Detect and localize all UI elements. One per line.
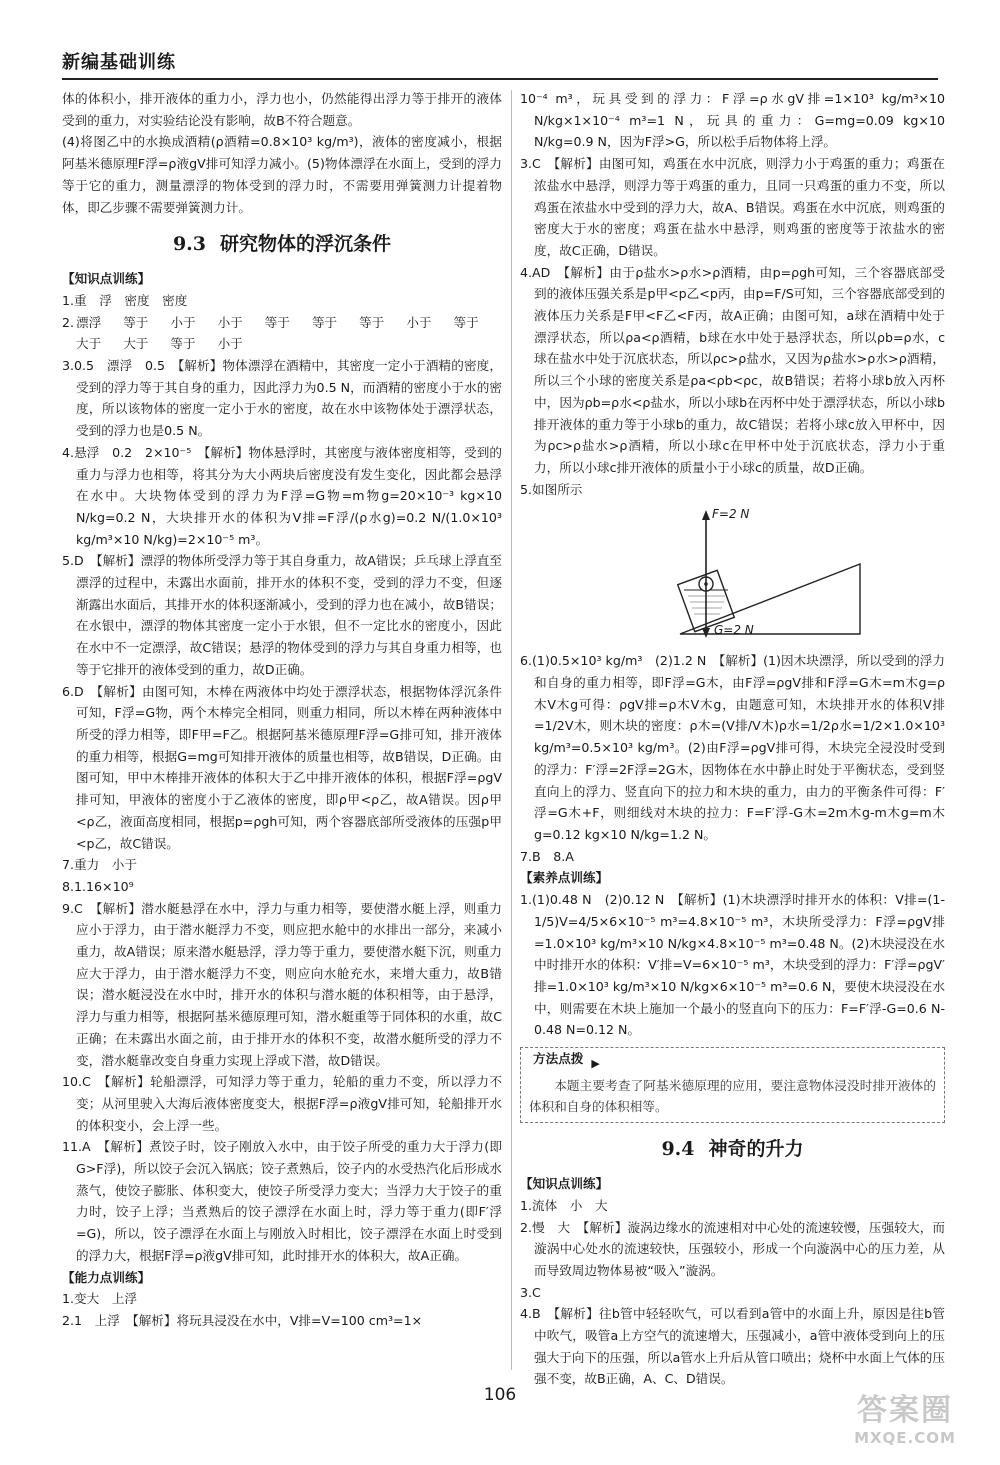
ability-answer-2: 2.1 上浮 【解析】将玩具浸没在水中，V排=V=100 cm³=1× xyxy=(62,1312,423,1328)
header-rule xyxy=(62,78,938,80)
answer-2-item: 大于 xyxy=(76,336,102,352)
method-tip-body: 本题主要考查了阿基米德原理的应用，要注意物体浸没时排开液体的体积和自身的体积相等。 xyxy=(529,1077,936,1115)
force-diagram-svg xyxy=(670,504,870,644)
method-tip-box xyxy=(520,1047,945,1123)
lift-answer-2: 2.慢 大 【解析】漩涡边缘水的流速相对中心处的流速较慢，压强较大，而漩涡中心处水的流速较快，压强较小，形成一个向漩涡中心的压力差，从而导致周边物体易被“吸入”漩涡。 xyxy=(520,1219,945,1278)
answer-2-item: 小于 xyxy=(217,336,243,352)
answer-5: 5.D 【解析】漂浮的物体所受浮力等于其自身重力，故A错误；乒乓球上浮直至漂浮的过程中，未露出水面前，排开水的体积不变，受到的浮力不变，但逐渐露出水面后，其排开水的体积逐渐减小，受到的浮力也在减小，故B错误；在水银中，漂浮的物体其密度一定小于水银，但不一定比水的密度小，因此在水中不一定漂浮，故C错误；悬浮的物体受到的浮力与其自身重力相等，也等于它排开的液体受到的重力，故D正确。 xyxy=(62,553,502,677)
lift-answer-3: 3.C xyxy=(520,1284,541,1300)
section-name: 神奇的升力 xyxy=(708,1138,804,1161)
buoyancy-arrowhead xyxy=(702,510,710,520)
knowledge-heading: 【知识点训练】 xyxy=(62,271,151,287)
ability-answer-7-8: 7.B 8.A xyxy=(520,848,574,864)
ability-answer-1: 1.变大 上浮 xyxy=(62,1291,137,1307)
continued-text-1: 体的体积小，排开液体的重力小，浮力也小，仍然能得出浮力等于排开的液体受到的重力，对实验结论没有影响，故B不符合题意。 xyxy=(62,91,502,128)
book-title: 新编基础训练 xyxy=(62,52,176,73)
ability-answer-2-continued: 10⁻⁴ m³，玩具受到的浮力：F浮=ρ水gV排=1×10³ kg/m³×10 N/kg×1×10⁻⁴ m³=1 N，玩具的重力：G=mg=0.09 kg×10 N/kg=0.9 N，因为F浮>G，所以松手后物体将上浮。 xyxy=(520,91,945,150)
answer-2-item: 等于 xyxy=(453,314,479,330)
section-9-4-title xyxy=(520,1135,945,1163)
answer-10: 10.C 【解析】轮船漂浮，可知浮力等于重力，轮船的重力不变，所以浮力不变；从河里驶入大海后液体密度变大，根据F浮=ρ液gV排可知，轮船排开水的体积变小，会上浮一些。 xyxy=(62,1074,502,1133)
answer-2-item: 等于 xyxy=(123,314,149,330)
lift-answer-4: 4.B 【解析】往b管中轻轻吹气，可以看到a管中的水面上升，原因是往b管中吹气，吸管a上方空气的流速增大，压强减小，a管中液体受到向上的压强大于向下的压强，所以a管水上升后从管口喷出；烧杯中水面上气体的压强不变，故B正确，A、C、D错误。 xyxy=(520,1306,945,1387)
lift-answer-1: 1.流体 小 大 xyxy=(520,1197,608,1213)
gravity-arrowhead xyxy=(702,628,710,638)
section-number: 9.4 xyxy=(661,1138,695,1161)
right-column xyxy=(520,88,945,1390)
answer-2-item: 小于 xyxy=(406,314,432,330)
ability-heading: 【能力点训练】 xyxy=(62,1269,151,1285)
continued-text-2: (4)将图乙中的水换成酒精(ρ酒精=0.8×10³ kg/m³)，液体的密度减小，根据阿基米德原理F浮=ρ液gV排可知浮力减小。(5)物体漂浮在水面上，受到的浮力等于它的重力，测量漂浮的物体受到的浮力时，不需要用弹簧测力计提着物体，即乙步骤不需要弹簧测力计。 xyxy=(62,134,502,215)
speaker-icon: ▶ xyxy=(591,1057,600,1071)
literacy-heading: 【素养点训练】 xyxy=(520,870,609,886)
answer-4: 4.悬浮 0.2 2×10⁻⁵ 【解析】物体悬浮时，其密度与液体密度相等，受到的重力与浮力也相等，将其分为大小两块后密度没有发生变化，因此都会悬浮在水中。大块物体受到的浮力为F浮=G物=m物g=20×10⁻³ kg×10 N/kg=0.2 N，大块排开水的体积为V排=F浮/(ρ水g)=0.2 N/(1.0×10³ kg/m³×10 N/kg)=2×10⁻⁵ m³。 xyxy=(62,444,502,547)
watermark-text: 答案圈 xyxy=(857,1393,953,1428)
ability-answer-5: 5.如图所示 xyxy=(520,481,583,497)
answer-2-item: 大于 xyxy=(123,336,149,352)
answer-8: 8.1.16×10⁹ xyxy=(62,878,134,894)
answer-2-item: 等于 xyxy=(264,314,290,330)
ability-answer-4: 4.AD 【解析】由于ρ盐水>ρ水>ρ酒精，由p=ρgh可知，三个容器底部受到的液体压强关系是p甲<p乙<p丙，由p=F/S可知，三个容器底部受到的液体压力关系是F甲<F乙<F丙，故A正确；由图可知，a球在酒精中处于漂浮状态，所以ρa<ρ酒精，b球在水中处于悬浮状态，所以ρb=ρ水，c球在盐水中处于沉底状态，所以ρc>ρ盐水，又因为ρ盐水>ρ水>ρ酒精，所以三个小球的密度关系是ρa<ρb<ρc，故B错误；若将小球b放入丙杯中，因为ρb=ρ水<ρ盐水，所以小球b在丙杯中处于漂浮状态，所以小球b排开液体的重力等于小球b的重力，故C错误；若将小球c放入甲杯中，因为ρc>ρ盐水>ρ酒精，所以小球c在甲杯中处于沉底状态，浮力小于重力，所以小球c排开液体的质量小于小球c的质量，故D正确。 xyxy=(520,264,945,475)
column-divider xyxy=(511,90,512,1370)
answer-9: 9.C 【解析】潜水艇悬浮在水中，浮力与重力相等，要使潜水艇上浮，则重力应小于浮力，由于潜水艇浮力不变，则应把水舱中的水排出一部分，来减小重力，故A错误；原来潜水艇悬浮，浮力等于重力，要使潜水艇下沉，则重力应大于浮力，由于潜水艇浮力不变，则应向水舱充水，来增大重力，故B错误；潜水艇浸没在水中时，排开水的体积与潜水艇的体积相等，由于悬浮，浮力与重力相等，根据阿基米德原理可知，潜水艇重等于同体积的水重，故C正确；在未露出水面之前，由于排开水的体积不变，故潜水艇所受的浮力不变，潜水艇靠改变自身重力实现上浮或下潜，故D错误。 xyxy=(62,900,502,1068)
answer-11: 11.A 【解析】煮饺子时，饺子刚放入水中，由于饺子所受的重力大于浮力(即G>F浮)，所以饺子会沉入锅底；饺子煮熟后，饺子内的水受热汽化后形成水蒸气，使饺子膨胀、体积变大，使饺子所受浮力变大；当浮力大于饺子的重力时，饺子上浮；当煮熟后的饺子漂浮在水面上时，浮力等于重力(即F′浮=G)，所以，饺子漂浮在水面上与刚放入时相比，饺子漂浮在水面上时受到的浮力大，根据F浮=ρ液gV排可知，此时排开水的体积大，故A正确。 xyxy=(62,1139,502,1263)
answer-2-item: 漂浮 xyxy=(76,314,102,330)
section-9-3-title xyxy=(62,230,502,258)
buoyancy-label: F=2 N xyxy=(712,507,750,522)
section-name: 研究物体的浮沉条件 xyxy=(220,233,392,256)
watermark-url: MXQE.COM xyxy=(854,1429,956,1447)
answer-3: 3.0.5 漂浮 0.5 【解析】物体漂浮在酒精中，其密度一定小于酒精的密度，受到的浮力等于其自身的重力，因此浮力为0.5 N，而酒精的密度小于水的密度，所以该物体的密度一定小于水的密度，故在水中该物体处于漂浮状态，受到的浮力也是0.5 N。 xyxy=(62,358,502,439)
answer-2-item: 等于 xyxy=(311,314,338,330)
answer-2-item: 等于 xyxy=(170,336,196,352)
answer-6: 6.D 【解析】由图可知，木棒在两液体中均处于漂浮状态，根据物体浮沉条件可知，F浮=G物，两个木棒完全相同，则重力相同，所以木棒在两种液体中所受的浮力相等，即F甲=F乙。根据阿基米德原理F浮=G排可知，排开液体的重力相等，根据G=mg可知排开液体的质量也相等，故B错误，D正确。由图可知，甲中木棒排开液体的体积大于乙中排开液体的体积，根据F浮=ρgV排可知，甲液体的密度小于乙液体的密度，即ρ甲<ρ乙，故A错误。因ρ甲<ρ乙，液面高度相同，根据p=ρgh可知，两个容器底部所受液体的压强p甲<p乙，故C错误。 xyxy=(62,683,502,851)
literacy-answer-1: 1.(1)0.48 N (2)0.12 N 【解析】(1)木块漂浮时排开水的体积：V排=(1-1/5)V=4/5×6×10⁻⁵ m³=4.8×10⁻⁵ m³，木块所受浮力：F浮=ρgV排=1.0×10³ kg/m³×10 N/kg×4.8×10⁻⁵ m³=0.48 N。(2)木块浸没在水中时排开水的体积：V′排=V=6×10⁻⁵ m³，木块受到的浮力：F′浮=ρgV′排=1.0×10³ kg/m³×10 N/kg×6×10⁻⁵ m³=0.6 N，要使木块浸没在水中，则需要在木块上施加一个最小的竖直向下的压力：F=F′浮-G=0.6 N-0.48 N=0.12 N。 xyxy=(520,892,945,1038)
gravity-label: G=2 N xyxy=(714,623,754,638)
knowledge-heading-2: 【知识点训练】 xyxy=(520,1176,609,1192)
answer-2-item: 小于 xyxy=(217,314,243,330)
answer-7: 7.重力 小于 xyxy=(62,857,137,873)
ability-answer-3: 3.C 【解析】由图可知，鸡蛋在水中沉底，则浮力小于鸡蛋的重力；鸡蛋在浓盐水中悬浮，则浮力等于鸡蛋的重力，且同一只鸡蛋的重力不变，所以鸡蛋在浓盐水中受到的浮力大，故A、B错误。鸡蛋在水中沉底，则鸡蛋的密度大于水的密度；鸡蛋在盐水中悬浮，则鸡蛋的密度等于浓盐水的密度，故C正确，D错误。 xyxy=(520,156,945,258)
answer-2-item: 小于 xyxy=(170,314,196,330)
ability-answer-6: 6.(1)0.5×10³ kg/m³ (2)1.2 N 【解析】(1)因木块漂浮，所以受到的浮力和自身的重力相等，即F浮=G木，由F浮=ρgV排和F浮=G木=m木g=ρ木V木g可得：ρgV排=ρ木V木g，由题意可知，木块排开水的体积V排=1/2V木，则木块的密度：ρ木=(V排/V木)ρ水=1/2ρ水=1/2×1.0×10³ kg/m³=0.5×10³ kg/m³。(2)由F浮=ρgV排可得，木块完全浸没时受到的浮力：F′浮=2F浮=2G木，因物体在水中静止时处于平衡状态，受到竖直向上的浮力、竖直向下的拉力和木块的重力，由力的平衡条件可得：F′浮=G木+F，则细线对木块的拉力：F=F′浮-G木=2m木g-m木g=m木g=0.12 kg×10 N/kg=1.2 N。 xyxy=(520,653,945,842)
method-tip-title: 方法点拨 xyxy=(529,1048,587,1070)
answer-2-label: 2. xyxy=(62,314,75,330)
answer-2 xyxy=(62,312,502,355)
force-diagram xyxy=(670,504,870,644)
answer-1: 1.重 浮 密度 密度 xyxy=(62,292,188,308)
left-column xyxy=(62,88,502,1332)
section-number: 9.3 xyxy=(172,233,207,256)
page-number: 106 xyxy=(483,1385,517,1405)
watermark-logo xyxy=(825,1385,985,1455)
answer-2-item: 等于 xyxy=(359,314,385,330)
